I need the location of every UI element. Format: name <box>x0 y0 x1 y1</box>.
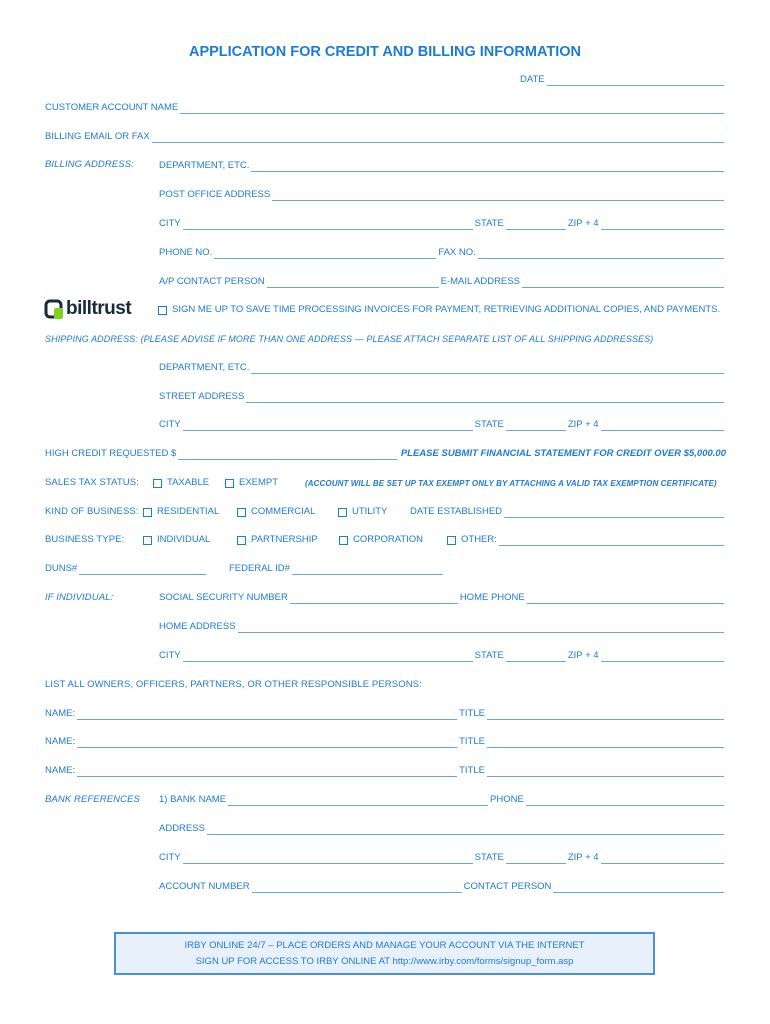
owner-title-field[interactable] <box>487 710 724 720</box>
billing-po-row <box>159 189 726 201</box>
other-label: OTHER: <box>461 534 497 545</box>
footer-line-1: IRBY ONLINE 24/7 – PLACE ORDERS AND MANAGE YOUR ACCOUNT VIA THE INTERNET <box>184 940 585 951</box>
corporation-option[interactable] <box>339 534 423 546</box>
billing-email-address-field[interactable] <box>522 278 724 288</box>
owner-name-label: NAME: <box>45 708 76 719</box>
billing-phone-label: PHONE NO. <box>159 247 213 258</box>
owner-title-label: TITLE <box>459 736 485 747</box>
date-established-row <box>410 506 726 518</box>
residential-checkbox[interactable] <box>143 508 152 517</box>
residential-option[interactable] <box>143 506 219 518</box>
billing-phone-field[interactable] <box>214 249 436 259</box>
billing-department-row <box>159 160 726 172</box>
billing-state-field[interactable] <box>506 220 566 230</box>
partnership-checkbox[interactable] <box>237 536 246 545</box>
owner-row-1 <box>45 708 726 720</box>
individual-city-field[interactable] <box>183 652 473 662</box>
owner-name-label: NAME: <box>45 765 76 776</box>
shipping-street-field[interactable] <box>246 393 724 403</box>
ssn-row <box>159 592 726 604</box>
other-field[interactable] <box>499 536 724 546</box>
irby-online-box <box>114 932 655 975</box>
bank-city-field[interactable] <box>183 854 473 864</box>
owner-title-field[interactable] <box>487 767 724 777</box>
owner-title-field[interactable] <box>487 738 724 748</box>
footer-line-2[interactable]: SIGN UP FOR ACCESS TO IRBY ONLINE AT http://www.irby.com/forms/signup_form.asp <box>195 956 574 967</box>
billing-email-label: BILLING EMAIL OR FAX <box>45 131 150 142</box>
bank-address-label: ADDRESS <box>159 823 205 834</box>
owner-row-2 <box>45 736 726 748</box>
bank-city-row <box>159 852 726 864</box>
home-address-label: HOME ADDRESS <box>159 621 236 632</box>
billing-fax-label: FAX NO. <box>438 247 476 258</box>
commercial-label: COMMERCIAL <box>251 506 316 517</box>
individual-zip-label: ZIP + 4 <box>567 650 599 661</box>
bank-account-field[interactable] <box>252 883 462 893</box>
commercial-option[interactable] <box>237 506 315 518</box>
date-label: DATE <box>520 74 545 85</box>
shipping-address-label: SHIPPING ADDRESS: (PLEASE ADVISE IF MORE THAN ONE ADDRESS — PLEASE ATTACH SEPARATE LIST OF ALL SHIPPING ADDRESSES) <box>45 334 654 344</box>
bank-references-label: BANK REFERENCES <box>45 794 140 805</box>
financial-statement-note: PLEASE SUBMIT FINANCIAL STATEMENT FOR CREDIT OVER $5,000.00 <box>400 448 726 459</box>
billing-email-field[interactable] <box>152 133 724 143</box>
home-address-field[interactable] <box>238 623 724 633</box>
exempt-option[interactable] <box>225 477 278 489</box>
billing-zip-label: ZIP + 4 <box>567 218 599 229</box>
billing-ap-row <box>159 276 726 288</box>
billing-city-row <box>159 218 726 230</box>
federal-id-label: FEDERAL ID# <box>229 563 290 574</box>
billing-po-field[interactable] <box>272 191 724 201</box>
billing-ap-label: A/P CONTACT PERSON <box>159 276 265 287</box>
shipping-city-row <box>159 419 726 431</box>
billing-department-field[interactable] <box>251 162 724 172</box>
owners-heading: LIST ALL OWNERS, OFFICERS, PARTNERS, OR OTHER RESPONSIBLE PERSONS: <box>45 679 422 690</box>
bank-account-label: ACCOUNT NUMBER <box>159 881 250 892</box>
bank-phone-field[interactable] <box>526 796 724 806</box>
customer-account-label: CUSTOMER ACCOUNT NAME <box>45 102 179 113</box>
billing-city-label: CITY <box>159 218 181 229</box>
billing-zip-field[interactable] <box>601 220 724 230</box>
billing-po-label: POST OFFICE ADDRESS <box>159 189 271 200</box>
billing-ap-field[interactable] <box>267 278 439 288</box>
owner-name-field[interactable] <box>77 767 457 777</box>
utility-option[interactable] <box>338 506 387 518</box>
billing-phone-row <box>159 247 726 259</box>
kind-of-business-label: KIND OF BUSINESS: <box>45 506 139 517</box>
billtrust-signup-checkbox[interactable] <box>158 306 167 315</box>
owner-name-field[interactable] <box>77 710 457 720</box>
bank-name-field[interactable] <box>228 796 488 806</box>
bank-state-label: STATE <box>474 852 504 863</box>
billing-department-label: DEPARTMENT, ETC. <box>159 160 250 171</box>
billtrust-signup-row <box>158 304 728 316</box>
individual-state-label: STATE <box>474 650 504 661</box>
high-credit-field[interactable] <box>178 450 397 460</box>
bank-phone-label: PHONE <box>490 794 524 805</box>
shipping-state-label: STATE <box>474 419 504 430</box>
individual-option[interactable] <box>143 534 210 546</box>
billtrust-logo <box>44 298 152 322</box>
shipping-street-label: STREET ADDRESS <box>159 391 245 402</box>
bank-address-row <box>159 823 726 835</box>
customer-account-row <box>45 102 726 114</box>
partnership-option[interactable] <box>237 534 318 546</box>
owner-row-3 <box>45 765 726 777</box>
if-individual-label: IF INDIVIDUAL: <box>45 592 114 603</box>
form-title: APPLICATION FOR CREDIT AND BILLING INFORMATION <box>188 44 581 60</box>
exempt-checkbox[interactable] <box>225 479 234 488</box>
billing-email-address-label: E-MAIL ADDRESS <box>440 276 520 287</box>
billing-state-label: STATE <box>474 218 504 229</box>
billtrust-signup-label: SIGN ME UP TO SAVE TIME PROCESSING INVOICES FOR PAYMENT, RETRIEVING ADDITIONAL COPIES, AND PAYMENTS. <box>172 304 721 315</box>
individual-checkbox[interactable] <box>143 536 152 545</box>
corporation-checkbox[interactable] <box>339 536 348 545</box>
bank-zip-field[interactable] <box>601 854 724 864</box>
owner-name-field[interactable] <box>77 738 457 748</box>
billing-fax-field[interactable] <box>478 249 724 259</box>
business-type-label: BUSINESS TYPE: <box>45 534 125 545</box>
other-checkbox[interactable] <box>447 536 456 545</box>
bank-name-row <box>159 794 726 806</box>
shipping-zip-field[interactable] <box>601 421 724 431</box>
home-address-row <box>159 621 726 633</box>
shipping-city-label: CITY <box>159 419 181 430</box>
commercial-checkbox[interactable] <box>237 508 246 517</box>
duns-row <box>45 563 208 575</box>
shipping-department-field[interactable] <box>251 364 724 374</box>
duns-label: DUNS# <box>45 563 78 574</box>
sales-tax-label: SALES TAX STATUS: <box>45 477 139 488</box>
utility-checkbox[interactable] <box>338 508 347 517</box>
date-established-field[interactable] <box>504 508 724 518</box>
bank-name-label: 1) BANK NAME <box>159 794 227 805</box>
owner-title-label: TITLE <box>459 708 485 719</box>
billtrust-logo-text: billtrust <box>66 298 132 319</box>
partnership-label: PARTNERSHIP <box>251 534 318 545</box>
date-field[interactable] <box>547 76 724 86</box>
taxable-checkbox[interactable] <box>153 479 162 488</box>
shipping-department-label: DEPARTMENT, ETC. <box>159 362 250 373</box>
federal-id-row <box>229 563 445 575</box>
owner-name-label: NAME: <box>45 736 76 747</box>
utility-label: UTILITY <box>352 506 388 517</box>
duns-field[interactable] <box>79 565 206 575</box>
other-option <box>447 534 726 546</box>
bank-contact-label: CONTACT PERSON <box>463 881 552 892</box>
high-credit-label: HIGH CREDIT REQUESTED $ <box>45 448 177 459</box>
home-phone-field[interactable] <box>527 594 724 604</box>
corporation-label: CORPORATION <box>353 534 424 545</box>
tax-exempt-note: (ACCOUNT WILL BE SET UP TAX EXEMPT ONLY BY ATTACHING A VALID TAX EXEMPTION CERTIFICATE) <box>305 479 717 488</box>
billing-city-field[interactable] <box>183 220 473 230</box>
high-credit-row <box>45 448 726 460</box>
taxable-label: TAXABLE <box>167 477 210 488</box>
residential-label: RESIDENTIAL <box>157 506 220 517</box>
shipping-zip-label: ZIP + 4 <box>567 419 599 430</box>
ssn-label: SOCIAL SECURITY NUMBER <box>159 592 288 603</box>
shipping-city-field[interactable] <box>183 421 473 431</box>
bank-city-label: CITY <box>159 852 181 863</box>
customer-account-field[interactable] <box>180 104 724 114</box>
ssn-field[interactable] <box>290 594 458 604</box>
individual-state-field[interactable] <box>506 652 566 662</box>
owner-title-label: TITLE <box>459 765 485 776</box>
individual-zip-field[interactable] <box>601 652 724 662</box>
individual-city-label: CITY <box>159 650 181 661</box>
bank-state-field[interactable] <box>506 854 566 864</box>
individual-city-row <box>159 650 726 662</box>
bank-address-field[interactable] <box>207 825 724 835</box>
individual-label: INDIVIDUAL <box>157 534 211 545</box>
shipping-state-field[interactable] <box>506 421 566 431</box>
home-phone-label: HOME PHONE <box>459 592 525 603</box>
federal-id-field[interactable] <box>292 565 443 575</box>
shipping-street-row <box>159 391 726 403</box>
date-row <box>520 74 726 86</box>
exempt-label: EXEMPT <box>239 477 279 488</box>
bank-account-row <box>159 881 726 893</box>
taxable-option[interactable] <box>153 477 209 489</box>
billing-address-label: BILLING ADDRESS: <box>45 159 134 170</box>
billing-email-row <box>45 131 726 143</box>
bank-zip-label: ZIP + 4 <box>567 852 599 863</box>
bank-contact-field[interactable] <box>553 883 724 893</box>
date-established-label: DATE ESTABLISHED <box>410 506 503 517</box>
shipping-department-row <box>159 362 726 374</box>
